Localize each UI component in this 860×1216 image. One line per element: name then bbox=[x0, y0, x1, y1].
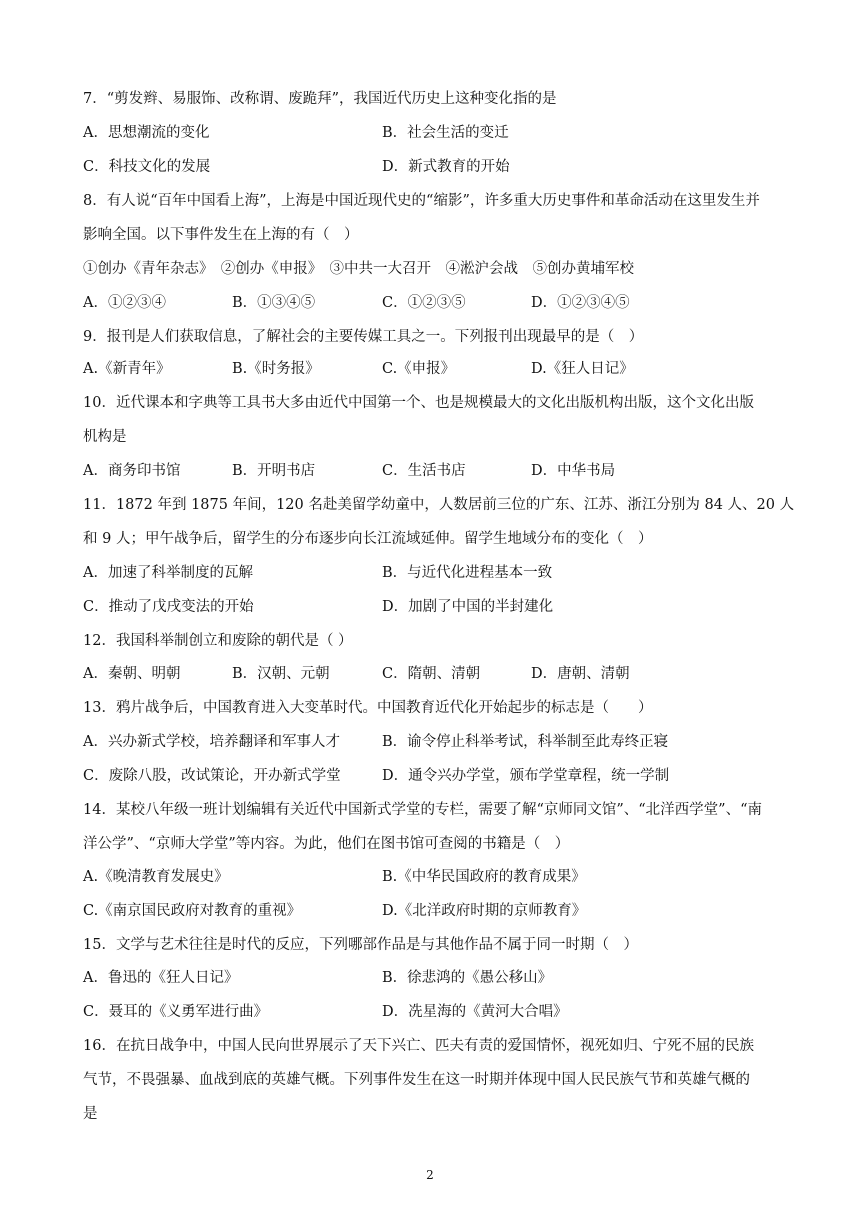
question-14-option-b: B.《中华民国政府的教育成果》 bbox=[382, 869, 586, 885]
question-13-stem: 13．鸦片战争后，中国教育进入大变革时代。中国教育近代化开始起步的标志是（ ） bbox=[83, 700, 653, 716]
question-14-stem-line1: 14．某校八年级一班计划编辑有关近代中国新式学堂的专栏，需要了解“京师同文馆”、“北洋西学堂”、“南 bbox=[83, 802, 763, 818]
question-14-options-row1 bbox=[83, 867, 783, 887]
question-10-stem-line2: 机构是 bbox=[83, 429, 127, 445]
question-12-options bbox=[83, 664, 783, 684]
question-9-stem: 9．报刊是人们获取信息，了解社会的主要传媒工具之一。下列报刊出现最早的是（ ） bbox=[83, 329, 644, 345]
question-7-option-b: B．社会生活的变迁 bbox=[382, 125, 509, 141]
question-10-option-a: A．商务印书馆 bbox=[83, 463, 181, 479]
question-13-option-b: B．谕令停止科举考试，科举制至此寿终正寝 bbox=[382, 734, 669, 750]
question-9-option-a: A.《新青年》 bbox=[83, 361, 171, 377]
question-14-option-d: D.《北洋政府时期的京师教育》 bbox=[382, 903, 587, 919]
question-16-stem-line2: 气节，不畏强暴、血战到底的英雄气概。下列事件发生在这一时期并体现中国人民民族气节和英雄气概的 bbox=[83, 1072, 750, 1088]
question-11-option-c: C．推动了戊戌变法的开始 bbox=[83, 599, 254, 615]
question-10-stem-line1: 10．近代课本和字典等工具书大多由近代中国第一个、也是规模最大的文化出版机构出版，这个文化出版 bbox=[83, 395, 754, 411]
question-10-option-c: C．生活书店 bbox=[382, 463, 466, 479]
question-10-options bbox=[83, 461, 783, 481]
question-8-stem-line2: 影响全国。以下事件发生在上海的有（ ） bbox=[83, 227, 359, 243]
question-9-option-d: D.《狂人日记》 bbox=[531, 361, 634, 377]
question-9-option-b: B.《时务报》 bbox=[232, 361, 320, 377]
question-15-option-c: C．聂耳的《义勇军进行曲》 bbox=[83, 1004, 269, 1020]
question-12-option-b: B．汉朝、元朝 bbox=[232, 666, 330, 682]
question-8-items: ①创办《青年杂志》 ②创办《申报》 ③中共一大召开 ④淞沪会战 ⑤创办黄埔军校 bbox=[83, 261, 634, 277]
question-11-stem-line2: 和 9 人；甲午战争后，留学生的分布逐步向长江流域延伸。留学生地域分布的变化（ ） bbox=[83, 531, 653, 547]
question-13-option-c: C．废除八股，改试策论，开办新式学堂 bbox=[83, 768, 341, 784]
question-15-stem: 15．文学与艺术往往是时代的反应，下列哪部作品是与其他作品不属于同一时期（ ） bbox=[83, 937, 638, 953]
question-11-option-d: D．加剧了中国的半封建化 bbox=[382, 599, 554, 615]
question-15-option-b: B．徐悲鸿的《愚公移山》 bbox=[382, 970, 553, 986]
question-8-stem-line1: 8．有人说“百年中国看上海”，上海是中国近现代史的“缩影”，许多重大历史事件和革命活动在这里发生并 bbox=[83, 193, 760, 209]
question-15-options-row2 bbox=[83, 1002, 783, 1022]
question-15-options-row1 bbox=[83, 968, 783, 988]
question-14-option-c: C.《南京国民政府对教育的重视》 bbox=[83, 903, 302, 919]
question-9-options bbox=[83, 359, 783, 379]
question-13-options-row2 bbox=[83, 766, 783, 786]
question-8-option-c: C．①②③⑤ bbox=[382, 295, 466, 311]
question-14-option-a: A.《晚清教育发展史》 bbox=[83, 869, 229, 885]
question-14-options-row2 bbox=[83, 901, 783, 921]
question-11-stem-line1: 11．1872 年到 1875 年间，120 名赴美留学幼童中，人数居前三位的广东、江苏、浙江分别为 84 人、20 人 bbox=[83, 497, 795, 513]
page-number: 2 bbox=[426, 1168, 434, 1182]
question-12-option-a: A．秦朝、明朝 bbox=[83, 666, 181, 682]
question-13-option-d: D．通令兴办学堂，颁布学堂章程，统一学制 bbox=[382, 768, 670, 784]
question-9-option-c: C.《申报》 bbox=[382, 361, 456, 377]
question-7-options-row1 bbox=[83, 123, 783, 143]
question-12-option-d: D．唐朝、清朝 bbox=[531, 666, 630, 682]
question-11-option-b: B．与近代化进程基本一致 bbox=[382, 565, 553, 581]
question-8-option-b: B．①③④⑤ bbox=[232, 295, 316, 311]
question-8-option-a: A．①②③④ bbox=[83, 295, 166, 311]
question-11-options-row1 bbox=[83, 563, 783, 583]
question-16-stem-line1: 16．在抗日战争中，中国人民向世界展示了天下兴亡、匹夫有责的爱国情怀，视死如归、宁死不屈的民族 bbox=[83, 1038, 754, 1054]
question-8-option-d: D．①②③④⑤ bbox=[531, 295, 630, 311]
question-15-option-a: A．鲁迅的《狂人日记》 bbox=[83, 970, 239, 986]
question-13-option-a: A．兴办新式学校，培养翻译和军事人才 bbox=[83, 734, 340, 750]
question-11-options-row2 bbox=[83, 597, 783, 617]
question-10-option-b: B．开明书店 bbox=[232, 463, 316, 479]
question-7-option-c: C．科技文化的发展 bbox=[83, 159, 211, 175]
question-7-options-row2 bbox=[83, 157, 783, 177]
question-7-option-d: D．新式教育的开始 bbox=[382, 159, 510, 175]
question-12-option-c: C．隋朝、清朝 bbox=[382, 666, 481, 682]
question-15-option-d: D．冼星海的《黄河大合唱》 bbox=[382, 1004, 568, 1020]
question-16-stem-line3: 是 bbox=[83, 1106, 98, 1122]
question-12-stem: 12．我国科举制创立和废除的朝代是（ ） bbox=[83, 633, 353, 649]
question-11-option-a: A．加速了科举制度的瓦解 bbox=[83, 565, 253, 581]
question-13-options-row1 bbox=[83, 732, 783, 752]
question-7-stem: 7．“剪发辫、易服饰、改称谓、废跪拜”，我国近代历史上这种变化指的是 bbox=[83, 91, 557, 107]
question-8-options bbox=[83, 293, 783, 313]
question-10-option-d: D．中华书局 bbox=[531, 463, 616, 479]
question-7-option-a: A．思想潮流的变化 bbox=[83, 125, 210, 141]
question-14-stem-line2: 洋公学”、“京师大学堂”等内容。为此，他们在图书馆可查阅的书籍是（ ） bbox=[83, 836, 570, 852]
